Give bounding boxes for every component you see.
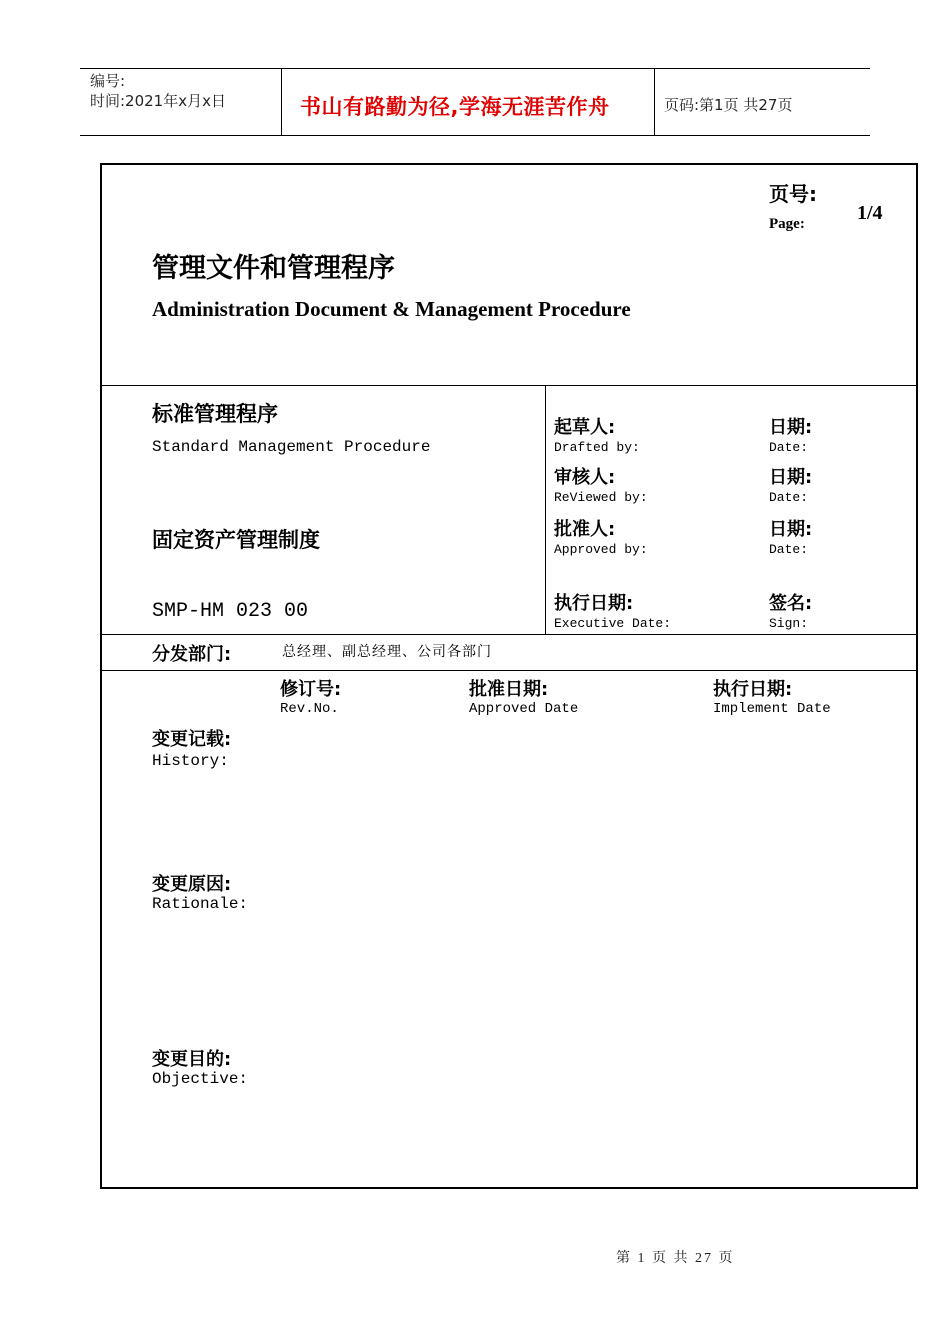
header-divider-right bbox=[654, 68, 655, 136]
header-number-label: 编号: bbox=[90, 72, 126, 90]
sign-label-cn: 签名: bbox=[769, 593, 813, 614]
rev-no-label-en: Rev.No. bbox=[280, 701, 339, 717]
distribution-rule bbox=[100, 670, 918, 671]
approved-label-en: Approved by: bbox=[554, 542, 648, 557]
approved-date-label-cn: 批准日期: bbox=[469, 679, 549, 700]
procedure-type-cn: 标准管理程序 bbox=[152, 402, 278, 426]
header-bottom-rule bbox=[80, 135, 870, 136]
page-label-cn: 页号: bbox=[769, 182, 817, 206]
reviewed-label-cn: 审核人: bbox=[554, 467, 616, 488]
procedure-name-cn: 固定资产管理制度 bbox=[152, 528, 320, 552]
implement-date-label-cn: 执行日期: bbox=[713, 679, 793, 700]
reviewed-label-en: ReViewed by: bbox=[554, 490, 648, 505]
executive-date-label-cn: 执行日期: bbox=[554, 593, 634, 614]
distribution-value: 总经理、副总经理、公司各部门 bbox=[282, 644, 492, 660]
executive-date-label-en: Executive Date: bbox=[554, 616, 672, 631]
rationale-label-en: Rationale: bbox=[152, 895, 249, 913]
header-divider-left bbox=[281, 68, 282, 136]
page-value: 1/4 bbox=[857, 202, 883, 224]
document-title-cn: 管理文件和管理程序 bbox=[152, 253, 395, 284]
header-motto: 书山有路勤为径,学海无涯苦作舟 bbox=[300, 95, 610, 119]
document-title-en: Administration Document & Management Procedure bbox=[152, 297, 631, 321]
history-label-cn: 变更记载: bbox=[152, 729, 232, 750]
approved-label-cn: 批准人: bbox=[554, 519, 616, 540]
page-footer: 第 1 页 共 27 页 bbox=[616, 1251, 735, 1266]
history-label-en: History: bbox=[152, 752, 229, 770]
procedure-divider bbox=[545, 385, 546, 635]
rev-no-label-cn: 修订号: bbox=[280, 679, 342, 700]
sign-label-en: Sign: bbox=[769, 616, 809, 631]
approved-date-label-en: Approved Date bbox=[469, 701, 579, 717]
drafted-label-cn: 起草人: bbox=[554, 417, 616, 438]
date3-label-en: Date: bbox=[769, 542, 809, 557]
procedure-type-en: Standard Management Procedure bbox=[152, 438, 431, 456]
header-top-rule bbox=[80, 68, 870, 69]
procedure-block-rule bbox=[100, 634, 918, 635]
rationale-label-cn: 变更原因: bbox=[152, 874, 232, 895]
date1-label-cn: 日期: bbox=[769, 417, 813, 438]
date2-label-en: Date: bbox=[769, 490, 809, 505]
distribution-label: 分发部门: bbox=[152, 644, 232, 665]
header-page-code: 页码:第1页 共27页 bbox=[664, 96, 793, 114]
objective-label-en: Objective: bbox=[152, 1070, 249, 1088]
date1-label-en: Date: bbox=[769, 440, 809, 455]
title-block-rule bbox=[100, 385, 918, 386]
objective-label-cn: 变更目的: bbox=[152, 1049, 232, 1070]
date3-label-cn: 日期: bbox=[769, 519, 813, 540]
page-label-en: Page: bbox=[769, 216, 805, 232]
drafted-label-en: Drafted by: bbox=[554, 440, 640, 455]
implement-date-label-en: Implement Date bbox=[713, 701, 831, 717]
header-time-label: 时间:2021年x月x日 bbox=[90, 92, 226, 110]
procedure-code: SMP-HM 023 00 bbox=[152, 600, 309, 623]
date2-label-cn: 日期: bbox=[769, 467, 813, 488]
